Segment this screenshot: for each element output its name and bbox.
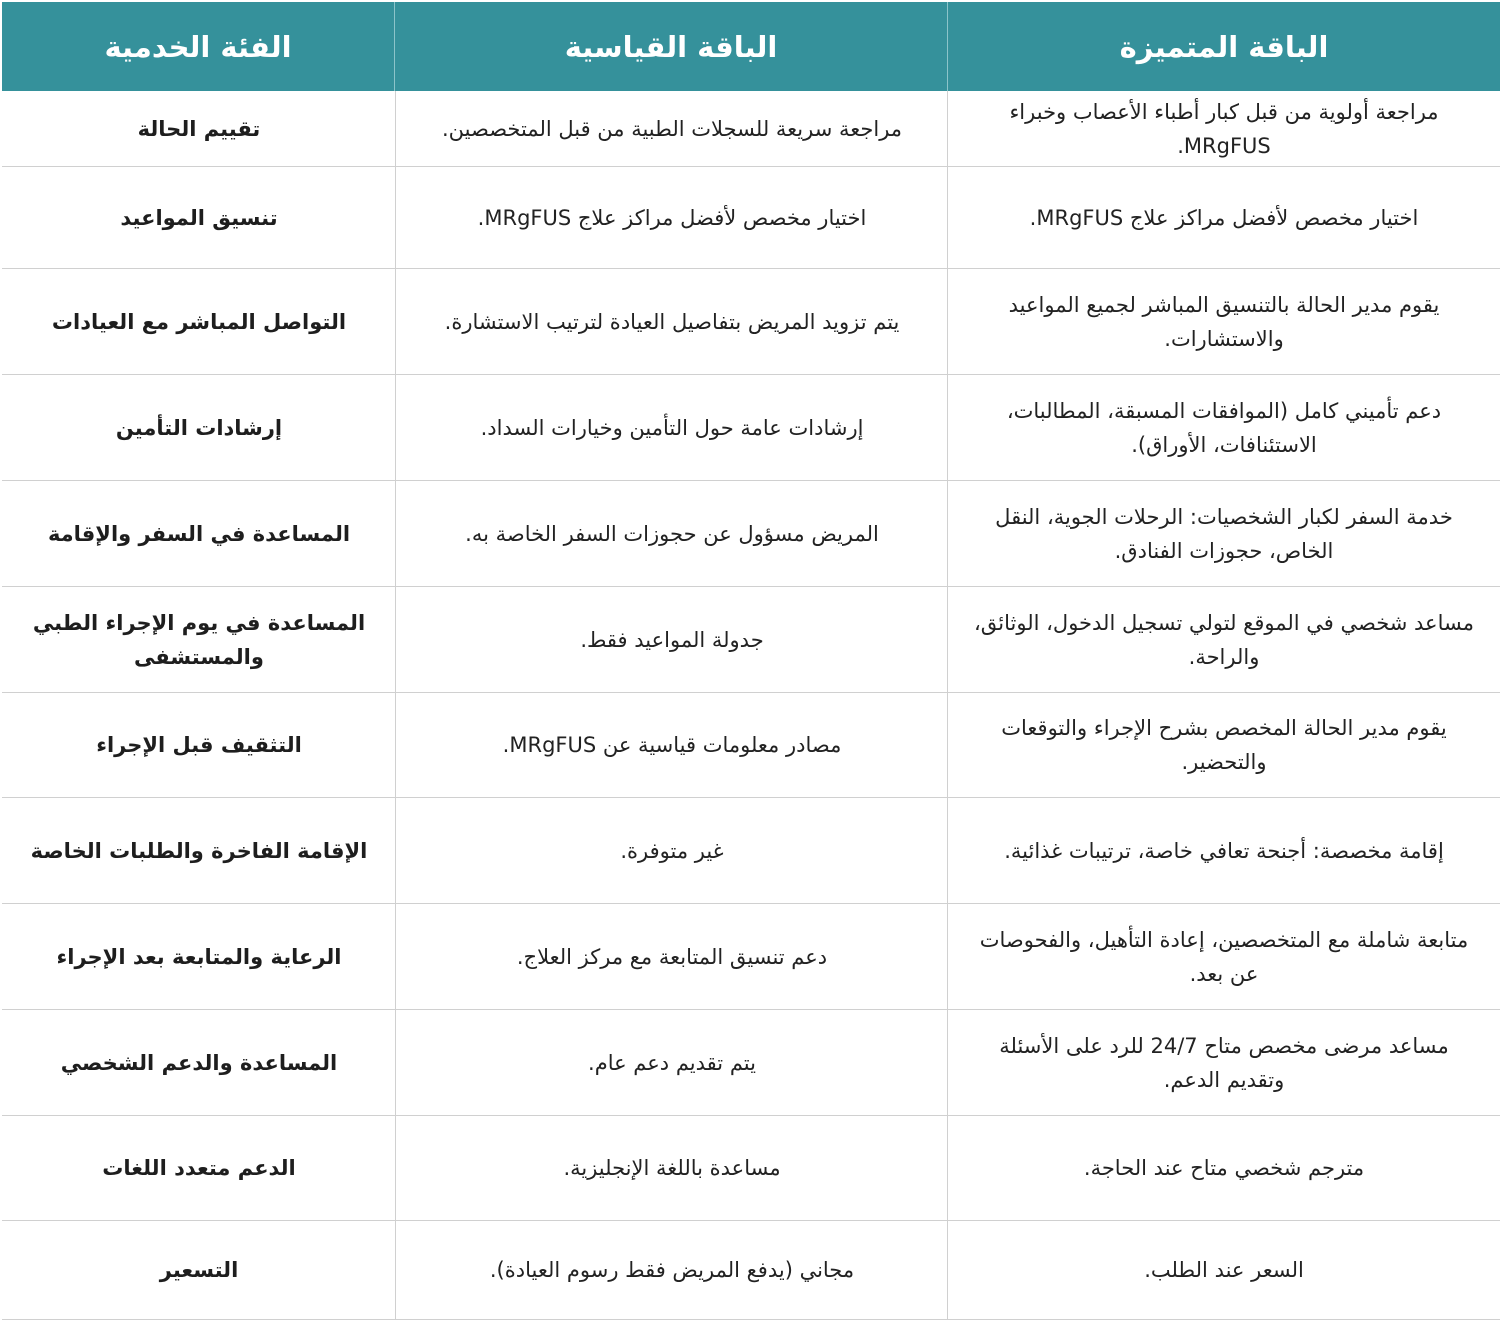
- premium-cell: يقوم مدير الحالة بالتنسيق المباشر لجميع المواعيد والاستشارات.: [1008, 292, 1440, 351]
- column-divider: [947, 91, 948, 1320]
- category-cell: الرعاية والمتابعة بعد الإجراء: [56, 944, 342, 969]
- premium-cell: السعر عند الطلب.: [1144, 1258, 1304, 1282]
- premium-cell: مساعد مرضى مخصص متاح 24/7 للرد على الأسئلة وتقديم الدعم.: [999, 1033, 1449, 1092]
- premium-cell: مساعد شخصي في الموقع لتولي تسجيل الدخول، الوثائق، والراحة.: [974, 610, 1474, 669]
- premium-cell: إقامة مخصصة: أجنحة تعافي خاصة، ترتيبات غذائية.: [1004, 838, 1444, 863]
- standard-cell: جدولة المواعيد فقط.: [580, 627, 764, 652]
- category-cell: إرشادات التأمين: [115, 415, 283, 440]
- standard-cell: دعم تنسيق المتابعة مع مركز العلاج.: [516, 944, 828, 969]
- header-divider: [947, 2, 948, 91]
- premium-cell: متابعة شاملة مع المتخصصين، إعادة التأهيل، والفحوصات عن بعد.: [979, 927, 1469, 986]
- header-divider: [394, 2, 395, 91]
- table-row: [2, 167, 1500, 269]
- category-cell: التثقيف قبل الإجراء: [96, 733, 302, 757]
- standard-cell: يتم تقديم دعم عام.: [588, 1050, 756, 1075]
- category-cell: الإقامة الفاخرة والطلبات الخاصة: [30, 838, 368, 863]
- premium-cell: يقوم مدير الحالة المخصص بشرح الإجراء والتوقعات والتحضير.: [1001, 716, 1447, 774]
- table-row: [2, 1221, 1500, 1320]
- category-cell: المساعدة والدعم الشخصي: [60, 1050, 338, 1075]
- table-row: [2, 1116, 1500, 1221]
- standard-cell: غير متوفرة.: [620, 838, 724, 863]
- category-cell: المساعدة في السفر والإقامة: [47, 521, 351, 546]
- category-cell: التسعير: [159, 1258, 239, 1282]
- category-cell: الدعم متعدد اللغات: [102, 1156, 296, 1180]
- table-row: [2, 1010, 1500, 1116]
- table-row: [2, 269, 1500, 375]
- premium-cell: اختيار مخصص لأفضل مراكز علاج MRgFUS.: [1029, 205, 1419, 230]
- table-row: [2, 904, 1500, 1010]
- table-header: [2, 2, 1500, 91]
- standard-cell: مراجعة سريعة للسجلات الطبية من قبل المتخصصين.: [441, 116, 903, 141]
- table-row: [2, 91, 1500, 167]
- header-category: الفئة الخدمية: [104, 29, 292, 64]
- table-row: [2, 481, 1500, 587]
- standard-cell: مصادر معلومات قياسية عن MRgFUS.: [502, 733, 842, 757]
- standard-cell: مساعدة باللغة الإنجليزية.: [563, 1156, 781, 1180]
- category-cell: تنسيق المواعيد: [120, 205, 278, 230]
- category-cell: المساعدة في يوم الإجراء الطبي والمستشفى: [32, 610, 366, 669]
- standard-cell: يتم تزويد المريض بتفاصيل العيادة لترتيب الاستشارة.: [444, 309, 900, 334]
- premium-cell: مترجم شخصي متاح عند الحاجة.: [1083, 1156, 1365, 1180]
- standard-cell: مجاني (يدفع المريض فقط رسوم العيادة).: [489, 1258, 855, 1282]
- premium-cell: دعم تأميني كامل (الموافقات المسبقة، المطالبات، الاستئنافات، الأوراق).: [1006, 398, 1442, 457]
- header-premium-package: الباقة المتميزة: [1119, 29, 1329, 64]
- category-cell: التواصل المباشر مع العيادات: [51, 309, 347, 334]
- premium-cell: مراجعة أولوية من قبل كبار أطباء الأعصاب وخبراء MRgFUS.: [1009, 99, 1439, 158]
- table-row: [2, 798, 1500, 904]
- column-divider: [395, 91, 396, 1320]
- table-row: [2, 375, 1500, 481]
- header-standard-package: الباقة القياسية: [564, 29, 778, 64]
- table-row: [2, 587, 1500, 693]
- category-cell: تقييم الحالة: [137, 116, 261, 141]
- standard-cell: إرشادات عامة حول التأمين وخيارات السداد.: [480, 415, 864, 440]
- table-row: [2, 693, 1500, 798]
- premium-cell: خدمة السفر لكبار الشخصيات: الرحلات الجوية، النقل الخاص، حجوزات الفنادق.: [995, 504, 1453, 563]
- standard-cell: المريض مسؤول عن حجوزات السفر الخاصة به.: [465, 521, 879, 546]
- standard-cell: اختيار مخصص لأفضل مراكز علاج MRgFUS.: [477, 205, 867, 230]
